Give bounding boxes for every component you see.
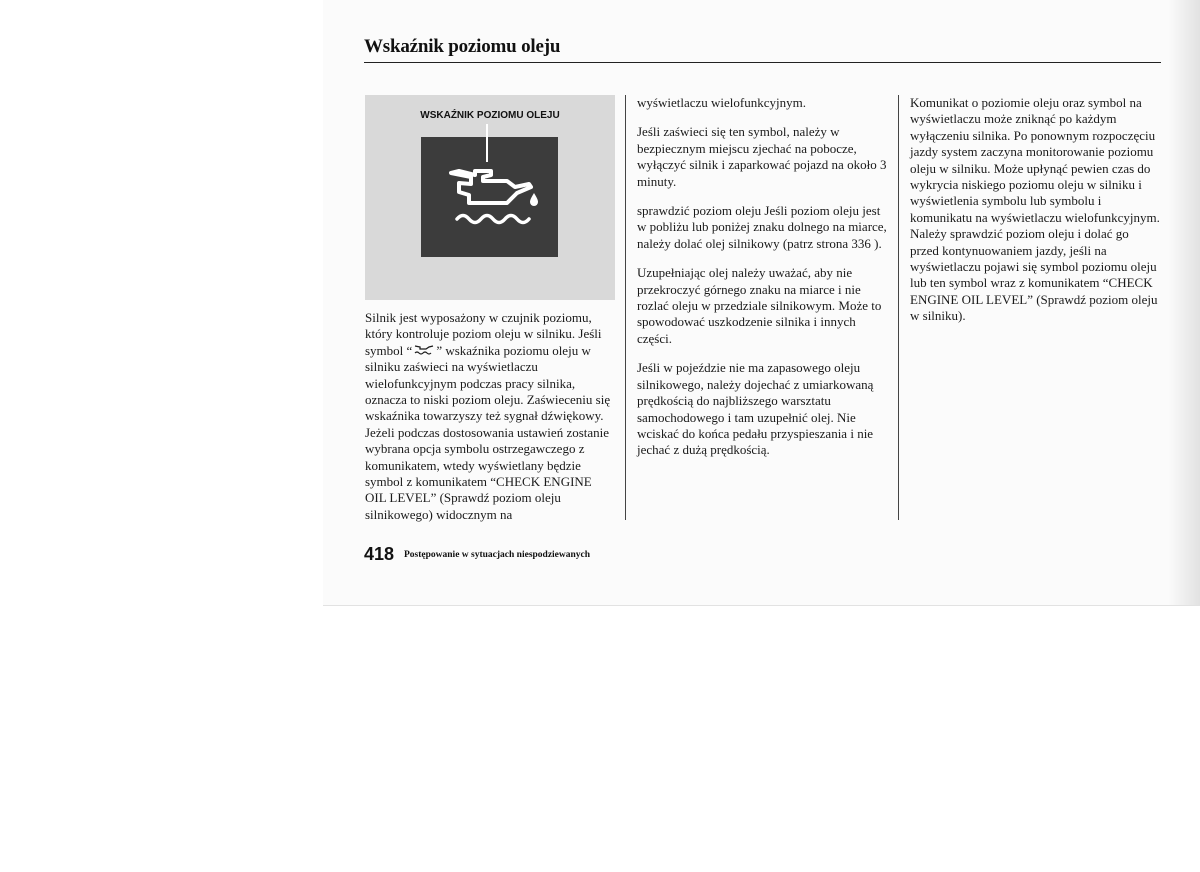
- page-edge-shadow: [1168, 0, 1200, 605]
- text-column-1: [365, 310, 615, 536]
- section-name: Postępowanie w sytuacjach niespodziewanych: [404, 550, 591, 560]
- column-divider: [625, 95, 626, 520]
- paragraph: Jeśli zaświeci się ten symbol, należy w bezpiecznym miejscu zjechać na pobocze, wyłączyć silnik i zaparkować pojazd na około 3 minuty.: [637, 124, 887, 189]
- indicator-pointer-line: [486, 124, 488, 162]
- paragraph: Uzupełniając olej należy uważać, aby nie przekroczyć górnego znaku na miarce i nie rozlać oleju w przedziale silnikowym. Może to spowodować uszkodzenie silnika i innych części.: [637, 265, 882, 346]
- paragraph-text: ” wskaźnika poziomu oleju w silniku zaświeci na wyświetlaczu wielofunkcyjnym podczas pracy silnika, oznacza to niski poziom oleju. Zaświeceniu się wskaźnika towarzyszy też sygnał dźwiękowy. Jeżeli podczas dostosowania ustawień zostanie wybrana opcja symbolu ostrzegawczego z komunikatem, wtedy wyświetlany będzie symbol z komunikatem “CHECK ENGINE OIL LEVEL” (Sprawdź poziom oleju silnikowego) widocznym na: [365, 342, 611, 522]
- text-column-3: [910, 95, 1160, 338]
- paragraph: wyświetlaczu wielofunkcyjnym.: [637, 95, 806, 110]
- oil-indicator-figure: [365, 95, 615, 300]
- oil-level-inline-icon: [412, 343, 436, 357]
- figure-label: WSKAŹNIK POZIOMU OLEJU: [420, 110, 560, 121]
- page-title: Wskaźnik poziomu oleju: [364, 36, 561, 57]
- title-rule: [364, 62, 1161, 63]
- paragraph: Komunikat o poziomie oleju oraz symbol na wyświetlaczu może zniknąć po każdym wyłączeniu silnika. Po ponownym rozpoczęciu jazdy system zaczyna monitorowanie poziomu oleju w silniku. Może upłynąć pewien czas do wykrycia niskiego poziomu oleju w silniku i wyświetlenia symbolu lub symbolu i komunikatu na wyświetlaczu wielofunkcyjnym. Należy sprawdzić poziom oleju i dolać go przed kontynuowaniem jazdy, jeśli na wyświetlaczu pojawi się symbol poziomu oleju lub ten symbol wraz z komunikatem “CHECK ENGINE OIL LEVEL” (Sprawdź poziom oleju w silniku).: [910, 95, 1160, 324]
- text-column-2: [637, 95, 887, 472]
- page-number: 418: [364, 544, 395, 564]
- paragraph: Jeśli w pojeździe nie ma zapasowego oleju silnikowego, należy dojechać z umiarkowaną prędkością do najbliższego warsztatu samochodowego i tam uzupełnić olej. Nie wciskać do końca pedału przyspieszania i nie jechać z dużą prędkością.: [637, 360, 874, 458]
- oil-level-icon: [421, 137, 558, 257]
- paragraph-text: Silnik jest wyposażony w czujnik poziomu, który kontroluje poziom oleju w silniku. Jeśli symbol “: [365, 310, 602, 358]
- paragraph: sprawdzić poziom oleju Jeśli poziom oleju jest w pobliżu lub poniżej znaku dolnego na miarce, należy dolać olej silnikowy (patrz strona 336 ).: [637, 203, 887, 251]
- paragraph: [365, 310, 615, 523]
- indicator-panel: [421, 137, 558, 257]
- column-divider: [898, 95, 899, 520]
